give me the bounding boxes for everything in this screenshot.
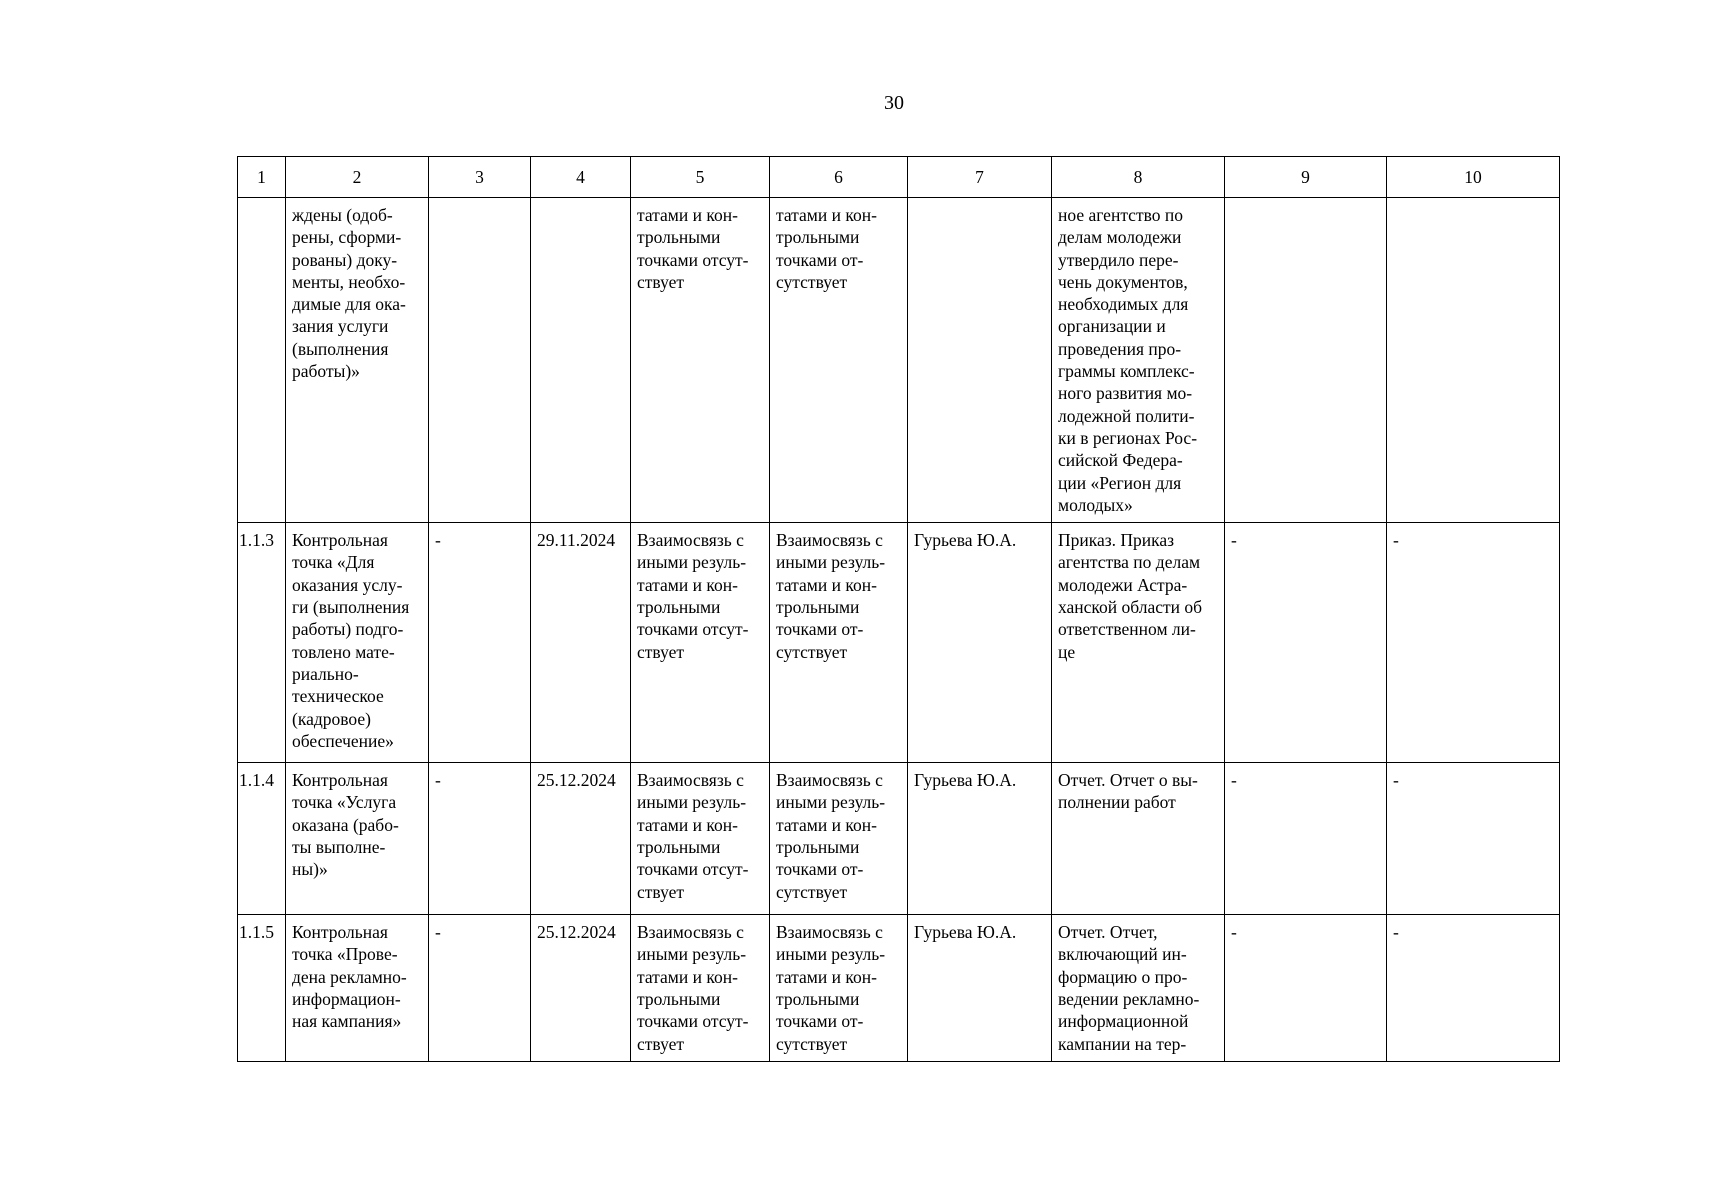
cell-relation-2: Взаимосвязь с иными резуль- татами и кон- трольными точками от- сутствует [770, 523, 908, 763]
cell-relation-2: татами и кон- трольными точками от- сутствует [770, 198, 908, 523]
cell-date: 25.12.2024 [531, 763, 631, 915]
col-header-1: 1 [238, 157, 286, 198]
table-row [238, 915, 1560, 1062]
cell-date: 25.12.2024 [531, 915, 631, 1062]
cell-col10 [1387, 198, 1560, 523]
table-row [238, 523, 1560, 763]
cell-relation-2: Взаимосвязь с иными резуль- татами и кон- трольными точками от- сутствует [770, 915, 908, 1062]
cell-name: Контрольная точка «Прове- дена рекламно- информацион- ная кампания» [286, 915, 429, 1062]
cell-number: 1.1.3 [238, 523, 286, 763]
cell-responsible: Гурьева Ю.А. [908, 523, 1052, 763]
col-header-7: 7 [908, 157, 1052, 198]
cell-col3 [429, 198, 531, 523]
cell-col9: - [1225, 915, 1387, 1062]
cell-number: 1.1.5 [238, 915, 286, 1062]
cell-responsible [908, 198, 1052, 523]
page-number: 30 [884, 92, 904, 114]
cell-name: ждены (одоб- рены, сформи- рованы) доку- менты, необхо- димые для ока- зания услуги (выполнения работы)» [286, 198, 429, 523]
cell-document: ное агентство по делам молодежи утвердило пере- чень документов, необходимых для организации и проведения про- граммы комплекс- ного развития мо- лодежной полити- ки в регионах Рос- сийской Федера- ции «Регион для молодых» [1052, 198, 1225, 523]
table-row [238, 763, 1560, 915]
col-header-10: 10 [1387, 157, 1560, 198]
col-header-4: 4 [531, 157, 631, 198]
cell-col10: - [1387, 915, 1560, 1062]
col-header-8: 8 [1052, 157, 1225, 198]
cell-number: 1.1.4 [238, 763, 286, 915]
cell-col9: - [1225, 763, 1387, 915]
cell-col10: - [1387, 763, 1560, 915]
cell-col10: - [1387, 523, 1560, 763]
cell-col3: - [429, 915, 531, 1062]
cell-responsible: Гурьева Ю.А. [908, 915, 1052, 1062]
col-header-9: 9 [1225, 157, 1387, 198]
col-header-6: 6 [770, 157, 908, 198]
table-row [238, 198, 1560, 523]
cell-col3: - [429, 523, 531, 763]
cell-relation-2: Взаимосвязь с иными резуль- татами и кон- трольными точками от- сутствует [770, 763, 908, 915]
cell-col9: - [1225, 523, 1387, 763]
cell-document: Отчет. Отчет, включающий ин- формацию о про- ведении рекламно- информационной кампании на тер- [1052, 915, 1225, 1062]
cell-col3: - [429, 763, 531, 915]
col-header-3: 3 [429, 157, 531, 198]
cell-document: Отчет. Отчет о вы- полнении работ [1052, 763, 1225, 915]
cell-document: Приказ. Приказ агентства по делам молодежи Астра- ханской области об ответственном ли- це [1052, 523, 1225, 763]
cell-col9 [1225, 198, 1387, 523]
cell-relation-1: Взаимосвязь с иными резуль- татами и кон- трольными точками отсут- ствует [631, 523, 770, 763]
cell-responsible: Гурьева Ю.А. [908, 763, 1052, 915]
cell-relation-1: Взаимосвязь с иными резуль- татами и кон- трольными точками отсут- ствует [631, 915, 770, 1062]
cell-relation-1: татами и кон- трольными точками отсут- ствует [631, 198, 770, 523]
col-header-5: 5 [631, 157, 770, 198]
cell-date: 29.11.2024 [531, 523, 631, 763]
cell-number [238, 198, 286, 523]
col-header-2: 2 [286, 157, 429, 198]
cell-name: Контрольная точка «Услуга оказана (рабо- ты выполне- ны)» [286, 763, 429, 915]
cell-relation-1: Взаимосвязь с иными резуль- татами и кон- трольными точками отсут- ствует [631, 763, 770, 915]
plan-table [237, 156, 1560, 1062]
cell-name: Контрольная точка «Для оказания услу- ги (выполнения работы) подго- товлено мате- риально- техническое (кадровое) обеспечение» [286, 523, 429, 763]
header-row [238, 157, 1560, 198]
cell-date [531, 198, 631, 523]
